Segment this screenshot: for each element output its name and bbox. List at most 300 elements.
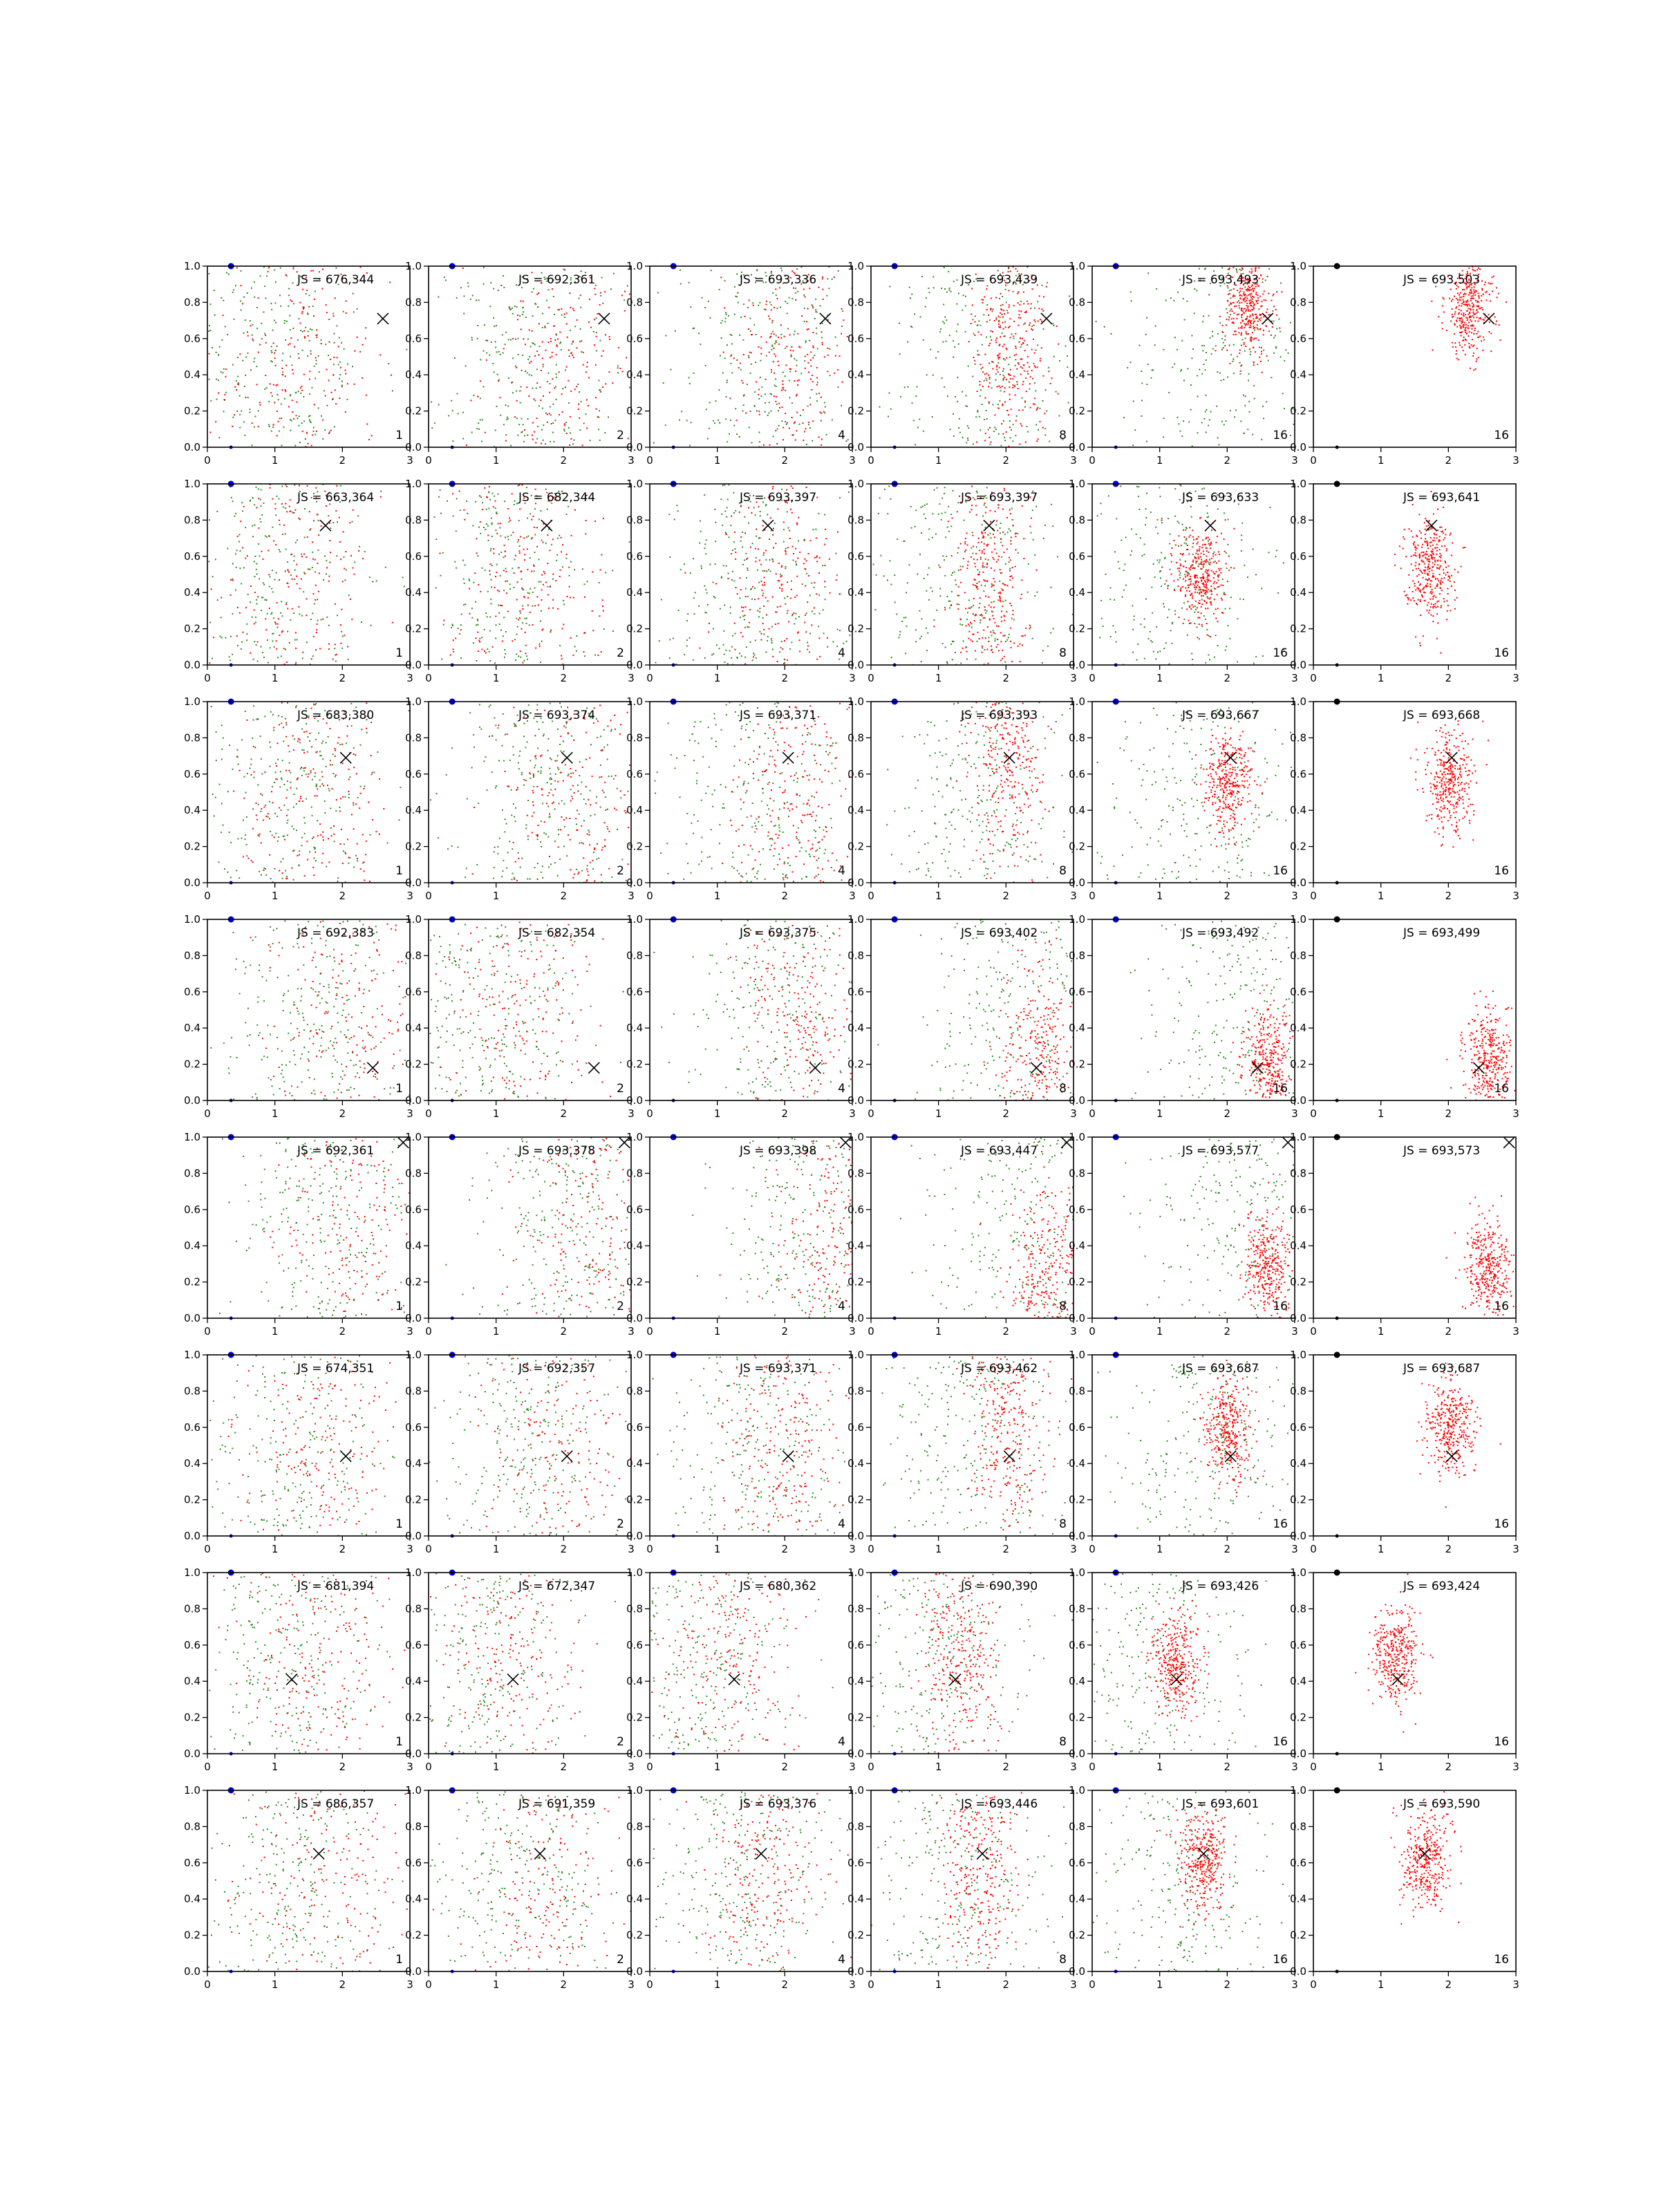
green-point (736, 274, 738, 275)
green-point (491, 565, 493, 566)
green-point (495, 637, 496, 639)
green-point (510, 534, 512, 536)
green-point (972, 376, 973, 377)
red-point (1443, 297, 1444, 299)
green-point (1140, 537, 1141, 538)
green-point (1100, 503, 1101, 504)
red-point (550, 550, 551, 551)
red-point (303, 306, 304, 308)
green-point (986, 304, 988, 306)
red-point (534, 355, 536, 357)
red-point (805, 428, 806, 429)
green-point (917, 574, 918, 575)
red-point (1443, 299, 1445, 300)
red-point (1002, 650, 1003, 651)
green-point (472, 525, 474, 527)
green-point (705, 365, 706, 366)
green-point (1275, 556, 1276, 557)
red-point (1024, 635, 1026, 636)
green-point (805, 341, 807, 343)
red-point (736, 359, 738, 361)
red-point (769, 318, 771, 319)
green-point (1245, 337, 1246, 339)
red-point (566, 554, 568, 555)
green-point (756, 334, 757, 335)
red-point (541, 599, 542, 601)
red-point (315, 357, 317, 359)
green-point (899, 631, 901, 632)
green-point (245, 319, 246, 321)
green-point (1013, 338, 1015, 339)
red-point (1460, 292, 1461, 294)
green-point (1208, 516, 1209, 518)
green-point (1268, 330, 1270, 332)
green-point (252, 536, 254, 537)
green-point (843, 643, 844, 644)
green-point (566, 514, 568, 515)
y-tick-label: 0.0 (1290, 441, 1306, 453)
red-point (258, 426, 259, 427)
green-point (452, 625, 453, 626)
red-point (545, 327, 546, 328)
red-point (743, 395, 744, 397)
target-x-marker (984, 520, 995, 531)
green-point (463, 579, 465, 580)
red-point (982, 565, 984, 566)
red-point (999, 357, 1000, 358)
green-point (210, 330, 212, 331)
red-point (443, 620, 444, 621)
red-point (254, 610, 255, 611)
green-point (341, 648, 343, 649)
red-point (977, 586, 978, 588)
green-point (1027, 431, 1029, 433)
red-point (1029, 383, 1031, 384)
green-point (252, 335, 253, 336)
red-point (1248, 321, 1249, 323)
green-point (538, 346, 540, 347)
green-point (795, 288, 796, 289)
red-point (1450, 289, 1452, 290)
red-point (982, 552, 983, 554)
y-tick-label: 1.0 (626, 478, 643, 490)
green-point (570, 330, 571, 331)
green-point (1051, 504, 1052, 505)
red-point (307, 536, 308, 538)
green-point (435, 587, 437, 588)
green-point (751, 599, 753, 600)
red-point (545, 350, 546, 351)
green-point (242, 360, 243, 362)
green-point (458, 628, 459, 629)
red-point (755, 548, 756, 550)
red-point (263, 559, 264, 560)
green-point (704, 494, 705, 496)
green-point (210, 303, 212, 305)
red-point (559, 371, 560, 373)
red-point (1015, 536, 1016, 537)
green-point (1229, 290, 1230, 291)
red-point (278, 421, 279, 422)
red-point (573, 597, 574, 599)
red-point (245, 607, 247, 608)
x-tick-label: 0 (425, 672, 432, 684)
red-point (595, 397, 597, 398)
red-point (339, 517, 340, 518)
green-point (1161, 585, 1162, 587)
red-point (543, 542, 544, 543)
red-point (805, 631, 807, 632)
red-point (520, 650, 521, 652)
green-point (975, 316, 976, 317)
red-point (552, 352, 553, 353)
green-point (1228, 625, 1229, 626)
red-point (524, 559, 525, 561)
green-point (1115, 631, 1116, 632)
green-point (303, 420, 305, 422)
y-tick-label: 0.4 (1290, 368, 1306, 381)
green-point (824, 402, 825, 404)
red-point (285, 648, 286, 650)
green-point (1011, 429, 1012, 431)
red-point (1251, 306, 1253, 307)
green-point (949, 288, 950, 289)
red-point (1219, 316, 1221, 317)
red-point (276, 648, 277, 650)
green-point (1187, 635, 1188, 636)
red-point (268, 550, 269, 551)
red-point (1241, 317, 1242, 318)
green-point (1206, 505, 1208, 507)
green-point (519, 315, 521, 317)
red-point (791, 434, 793, 435)
green-point (481, 637, 482, 638)
red-point (967, 544, 968, 545)
red-point (303, 308, 304, 310)
red-point (993, 618, 995, 619)
green-point (939, 331, 941, 332)
green-point (723, 630, 724, 632)
green-point (1136, 659, 1138, 661)
red-point (787, 659, 788, 661)
red-point (526, 386, 527, 388)
green-point (1261, 439, 1262, 440)
x-tick-label: 2 (782, 672, 789, 684)
green-point (765, 652, 767, 653)
green-point (571, 344, 572, 345)
green-point (454, 357, 456, 359)
green-point (256, 644, 257, 646)
red-point (980, 557, 982, 559)
green-point (1225, 650, 1226, 651)
green-point (907, 341, 908, 343)
green-point (946, 319, 947, 321)
green-point (825, 599, 826, 600)
red-point (994, 320, 995, 321)
green-point (980, 622, 981, 624)
red-point (1051, 377, 1053, 379)
green-point (734, 314, 735, 315)
red-point (534, 605, 536, 606)
green-point (977, 410, 978, 411)
green-point (584, 655, 585, 657)
green-point (1254, 330, 1255, 331)
red-point (536, 418, 538, 419)
red-point (270, 487, 271, 489)
red-point (1462, 319, 1463, 321)
red-point (971, 606, 973, 608)
red-point (1247, 308, 1248, 309)
green-point (246, 633, 247, 635)
red-point (782, 439, 784, 440)
red-point (998, 326, 1000, 328)
red-point (784, 640, 785, 641)
green-point (235, 513, 236, 514)
green-point (759, 611, 760, 612)
red-point (986, 288, 987, 290)
red-point (286, 486, 288, 487)
red-point (1477, 358, 1478, 359)
panel-frame (650, 484, 852, 665)
red-point (574, 388, 576, 390)
green-point (1152, 641, 1153, 643)
green-point (1057, 556, 1058, 558)
red-point (517, 315, 518, 316)
red-point (997, 644, 999, 645)
red-point (986, 544, 988, 545)
red-point (1010, 559, 1011, 561)
red-point (1024, 402, 1026, 403)
red-point (230, 594, 232, 596)
green-point (483, 350, 485, 352)
red-point (1004, 377, 1005, 378)
green-point (779, 287, 780, 288)
red-point (245, 397, 247, 398)
red-point (973, 633, 974, 635)
green-point (554, 441, 555, 442)
red-point (810, 366, 812, 367)
red-point (290, 343, 291, 344)
red-point (594, 521, 596, 522)
green-point (352, 366, 353, 367)
red-point (724, 307, 725, 308)
green-point (681, 411, 682, 412)
green-point (1044, 434, 1046, 435)
red-point (527, 569, 528, 570)
green-point (1226, 420, 1227, 422)
red-point (765, 597, 767, 599)
red-point (812, 375, 813, 376)
red-point (480, 521, 481, 523)
red-point (1010, 375, 1011, 376)
green-point (547, 586, 548, 588)
red-point (1000, 312, 1001, 314)
green-point (1145, 334, 1147, 335)
green-point (590, 440, 591, 441)
red-point (1038, 321, 1039, 322)
green-point (274, 503, 276, 505)
red-point (1456, 306, 1457, 308)
green-point (441, 659, 442, 660)
y-tick-label: 0.6 (405, 332, 422, 345)
green-point (984, 649, 986, 650)
red-point (760, 639, 762, 641)
green-point (731, 363, 732, 364)
red-point (285, 375, 286, 377)
green-point (550, 383, 551, 384)
green-point (1252, 434, 1253, 435)
y-tick-label: 0.4 (405, 368, 422, 381)
red-point (741, 606, 742, 608)
green-point (275, 281, 276, 283)
red-point (335, 389, 336, 391)
red-point (569, 444, 570, 446)
green-point (523, 307, 524, 308)
red-point (1035, 366, 1036, 368)
green-point (991, 635, 993, 636)
red-point (972, 305, 973, 306)
red-point (1243, 312, 1244, 314)
green-point (980, 603, 981, 604)
red-point (1461, 328, 1462, 329)
red-point (1022, 368, 1023, 369)
scatter-panel (847, 260, 1077, 467)
red-point (452, 493, 453, 494)
red-point (310, 353, 312, 355)
red-point (1000, 538, 1002, 540)
red-point (803, 539, 805, 541)
red-point (985, 596, 986, 597)
red-point (993, 559, 995, 560)
red-point (545, 581, 547, 583)
target-x-marker (541, 520, 552, 531)
red-point (1471, 344, 1472, 346)
red-point (1004, 313, 1005, 315)
green-point (266, 387, 268, 388)
red-point (330, 552, 331, 553)
green-point (1015, 365, 1016, 366)
red-point (1253, 306, 1254, 308)
green-point (324, 429, 326, 431)
red-point (982, 637, 983, 639)
red-point (824, 544, 825, 545)
green-point (1120, 485, 1121, 487)
red-point (1027, 371, 1029, 372)
red-point (774, 307, 775, 308)
red-point (535, 648, 536, 649)
green-point (546, 300, 547, 301)
red-point (528, 395, 529, 397)
green-point (262, 652, 263, 653)
red-point (440, 553, 441, 554)
green-point (312, 655, 314, 657)
red-point (572, 355, 573, 356)
green-point (1230, 354, 1232, 355)
green-point (1206, 629, 1208, 630)
green-point (493, 288, 494, 290)
red-point (1018, 293, 1019, 294)
green-point (276, 496, 277, 497)
green-point (241, 583, 242, 584)
green-point (274, 579, 276, 580)
green-point (828, 288, 830, 289)
red-point (315, 335, 317, 336)
green-point (271, 350, 272, 352)
green-point (341, 381, 343, 382)
green-point (928, 528, 930, 529)
red-point (993, 632, 994, 633)
red-point (561, 537, 562, 538)
red-point (493, 553, 494, 554)
red-point (814, 582, 815, 583)
green-point (361, 621, 362, 623)
red-point (806, 321, 807, 322)
green-point (254, 416, 256, 418)
red-point (242, 547, 243, 548)
green-point (1163, 603, 1164, 605)
green-point (739, 653, 740, 654)
red-point (561, 308, 562, 310)
green-point (968, 366, 969, 367)
red-point (1033, 325, 1035, 326)
green-point (942, 341, 944, 343)
green-point (973, 553, 974, 554)
red-point (290, 511, 292, 512)
red-point (1469, 347, 1470, 348)
green-point (1250, 354, 1251, 355)
green-point (750, 318, 751, 319)
green-point (221, 617, 222, 618)
red-point (1463, 294, 1464, 295)
red-point (276, 384, 278, 386)
red-point (771, 271, 772, 272)
green-point (270, 303, 272, 304)
red-point (1258, 308, 1259, 310)
green-point (719, 289, 720, 290)
green-point (753, 324, 755, 326)
red-point (1023, 538, 1024, 539)
green-point (1020, 346, 1022, 348)
red-point (998, 321, 1000, 322)
green-point (290, 329, 291, 330)
green-point (959, 418, 960, 420)
red-point (601, 554, 602, 556)
green-point (944, 607, 946, 608)
green-point (937, 487, 938, 489)
green-point (527, 518, 528, 519)
red-point (793, 288, 794, 289)
red-point (1499, 324, 1500, 326)
green-point (771, 344, 773, 346)
scatter-panel (184, 260, 413, 467)
red-point (1244, 292, 1245, 293)
green-point (212, 347, 213, 348)
red-point (1461, 331, 1463, 332)
green-point (231, 497, 232, 498)
green-point (532, 606, 533, 607)
red-point (576, 386, 577, 387)
green-point (1249, 411, 1250, 413)
green-point (720, 322, 722, 324)
red-point (992, 368, 993, 370)
green-point (294, 570, 296, 571)
green-point (308, 568, 309, 570)
green-point (517, 541, 518, 543)
red-point (809, 288, 810, 289)
green-point (1035, 424, 1037, 426)
red-point (1470, 305, 1471, 306)
x-tick-label: 2 (1003, 672, 1010, 684)
